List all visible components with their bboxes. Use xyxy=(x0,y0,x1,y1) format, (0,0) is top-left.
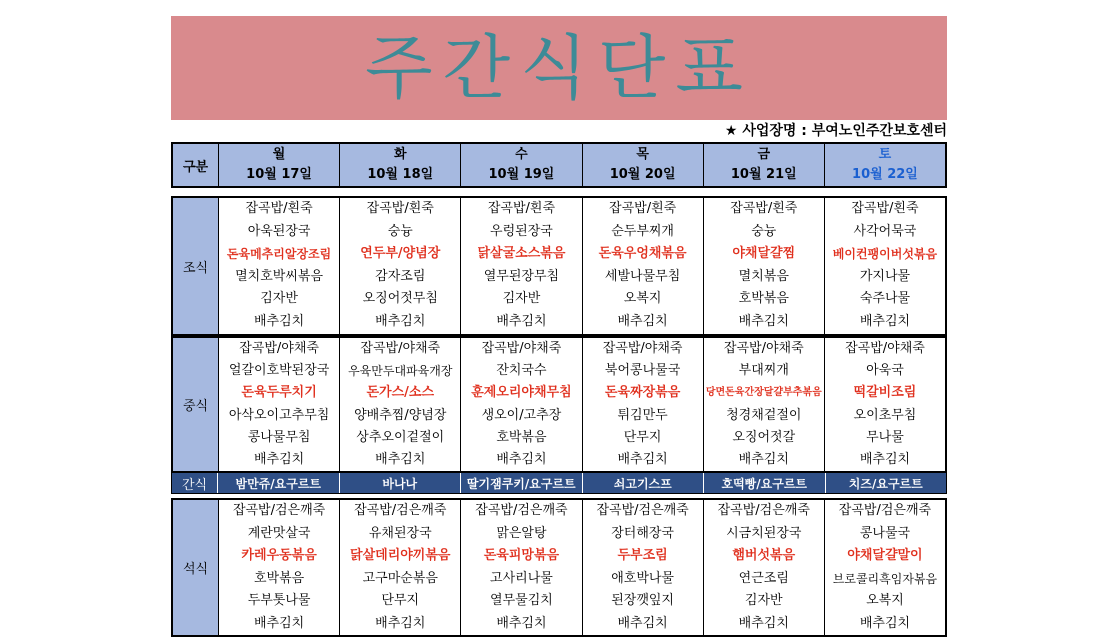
menu-columns xyxy=(219,198,945,334)
menu-item: 얼갈이호박된장국 xyxy=(228,363,330,379)
snack-row xyxy=(171,472,947,494)
main-dish: 당면돈육간장달걀부추볶음 xyxy=(705,387,822,399)
menu-item: 아삭오이고추무침 xyxy=(228,407,330,423)
menu-item: 오징어젓갈 xyxy=(732,429,796,445)
menu-item: 상추오이겉절이 xyxy=(356,429,445,445)
menu-item: 열무물김치 xyxy=(490,593,553,608)
menu-item: 잡곡밥/흰죽 xyxy=(730,201,798,216)
main-dish: 연두부/양념장 xyxy=(360,246,441,262)
day-column xyxy=(340,500,461,635)
main-dish: 돈육우엉채볶음 xyxy=(598,246,687,262)
menu-item: 우렁된장국 xyxy=(490,223,553,239)
menu-item: 멸치볶음 xyxy=(738,268,789,284)
menu-item: 호박볶음 xyxy=(253,570,305,586)
header-label: 구분 xyxy=(173,144,219,186)
menu-columns xyxy=(219,338,945,471)
main-dish: 돈가스/소스 xyxy=(366,385,435,401)
day-column xyxy=(825,198,945,334)
day-column xyxy=(583,500,704,635)
menu-item: 잡곡밥/흰죽 xyxy=(609,201,677,216)
day-date: 10월 19일 xyxy=(488,167,555,182)
snack-item: 딸기잼쿠키/요구르트 xyxy=(461,473,583,493)
menu-item: 세발나물무침 xyxy=(604,268,681,284)
menu-item: 애호박나물 xyxy=(611,570,674,586)
menu-item: 배추김치 xyxy=(253,615,305,631)
menu-item: 잡곡밥/야채죽 xyxy=(723,341,804,356)
menu-item: 무나물 xyxy=(866,429,904,445)
main-dish: 돈육피망볶음 xyxy=(483,548,560,563)
menu-item: 숭늉 xyxy=(387,223,413,239)
day-column xyxy=(219,338,340,471)
day-date: 10월 18일 xyxy=(367,167,434,182)
day-column xyxy=(825,338,945,471)
menu-item: 아욱된장국 xyxy=(247,223,311,239)
day-column xyxy=(704,500,825,635)
menu-item: 북어콩나물국 xyxy=(604,363,681,379)
menu-item: 연근조림 xyxy=(738,570,789,586)
day-name: 금 xyxy=(757,147,771,162)
menu-item: 잡곡밥/흰죽 xyxy=(366,201,434,216)
menu-item: 된장깻잎지 xyxy=(611,593,674,608)
main-dish: 돈육두루치기 xyxy=(241,385,317,401)
menu-item: 김자반 xyxy=(502,291,541,307)
day-column xyxy=(583,338,704,471)
main-dish: 돈육짜장볶음 xyxy=(604,385,681,401)
menu-item: 브로콜리흑임자볶음 xyxy=(832,571,938,586)
day-column xyxy=(704,198,825,334)
menu-item: 오징어젓무침 xyxy=(362,291,438,307)
menu-item: 콩나물국 xyxy=(859,525,911,541)
menu-item: 잡곡밥/검은깨죽 xyxy=(596,503,689,518)
main-dish: 카레우동볶음 xyxy=(241,548,317,563)
menu-item: 숙주나물 xyxy=(859,291,911,307)
menu-columns xyxy=(219,500,945,635)
menu-item: 오이초무침 xyxy=(853,407,917,423)
menu-item: 멸치호박씨볶음 xyxy=(235,268,324,284)
header-day xyxy=(340,144,461,186)
menu-item: 배추김치 xyxy=(617,451,668,467)
day-column xyxy=(219,198,340,334)
menu-item: 잔치국수 xyxy=(496,363,547,379)
header-row xyxy=(171,142,947,188)
day-date: 10월 22일 xyxy=(852,167,918,182)
main-dish: 떡갈비조림 xyxy=(853,385,917,401)
page-title: 주간식단표 xyxy=(364,27,754,109)
menu-item: 장터해장국 xyxy=(611,525,674,541)
menu-item: 순두부찌개 xyxy=(611,223,674,239)
day-name: 목 xyxy=(636,147,649,162)
section-label: 간식 xyxy=(172,473,218,493)
menu-item: 맑은알탕 xyxy=(496,525,547,541)
menu-item: 고구마순볶음 xyxy=(362,570,438,586)
main-dish: 베이컨팽이버섯볶음 xyxy=(832,247,938,262)
day-date: 10월 21일 xyxy=(730,167,797,182)
menu-item: 배추김치 xyxy=(738,615,789,631)
menu-item: 잡곡밥/흰죽 xyxy=(487,201,556,216)
day-column xyxy=(461,198,582,334)
menu-item: 콩나물무침 xyxy=(247,429,311,445)
menu-item: 시금치된장국 xyxy=(726,525,802,541)
day-name: 수 xyxy=(515,147,528,162)
menu-item: 튀김만두 xyxy=(617,407,668,423)
menu-item: 열무된장무침 xyxy=(483,268,560,284)
menu-item: 아욱국 xyxy=(866,363,904,379)
menu-item: 배추김치 xyxy=(253,451,305,467)
menu-item: 배추김치 xyxy=(738,313,789,329)
day-date: 10월 17일 xyxy=(246,167,312,182)
header-day xyxy=(583,144,704,186)
header-day xyxy=(219,144,340,186)
day-column xyxy=(704,338,825,471)
menu-item: 우육만두대파육개장 xyxy=(348,364,453,379)
menu-item: 잡곡밥/야채죽 xyxy=(360,341,441,356)
snack-item: 밤만쥬/요구르트 xyxy=(218,473,340,493)
header-day xyxy=(704,144,825,186)
menu-item: 배추김치 xyxy=(859,313,911,329)
day-column xyxy=(583,198,704,334)
menu-item: 배추김치 xyxy=(617,615,668,631)
breakfast-section xyxy=(171,196,947,336)
menu-item: 김자반 xyxy=(260,291,298,307)
day-column xyxy=(825,500,945,635)
menu-item: 잡곡밥/야채죽 xyxy=(845,341,925,356)
menu-item: 배추김치 xyxy=(375,615,426,631)
menu-item: 가지나물 xyxy=(859,268,911,284)
menu-item: 잡곡밥/야채죽 xyxy=(481,341,562,356)
menu-item: 배추김치 xyxy=(617,313,668,329)
header-day xyxy=(461,144,582,186)
menu-item: 두부톳나물 xyxy=(247,593,311,608)
menu-item: 잡곡밥/검은깨죽 xyxy=(354,503,447,518)
day-date: 10월 20일 xyxy=(609,167,676,182)
menu-item: 호박볶음 xyxy=(496,429,547,445)
menu-item: 오복지 xyxy=(623,291,662,307)
menu-item: 배추김치 xyxy=(496,451,547,467)
main-dish: 야채달걀말이 xyxy=(847,548,923,563)
menu-item: 배추김치 xyxy=(859,615,911,631)
menu-item: 청경채겉절이 xyxy=(726,407,802,423)
menu-item: 잡곡밥/흰죽 xyxy=(245,201,313,216)
menu-item: 고사리나물 xyxy=(490,570,553,586)
menu-item: 단무지 xyxy=(623,429,662,445)
menu-item: 배추김치 xyxy=(375,313,426,329)
menu-item: 김자반 xyxy=(744,593,783,608)
menu-item: 숭늉 xyxy=(751,223,777,239)
menu-item: 생오이/고추장 xyxy=(481,407,562,423)
snack-item: 치즈/요구르트 xyxy=(848,476,923,491)
main-dish: 닭살데리야끼볶음 xyxy=(350,548,451,563)
snack-item: 호떡빵/요구르트 xyxy=(704,473,826,493)
snack-item: 쇠고기스프 xyxy=(583,473,705,493)
day-column xyxy=(461,500,582,635)
main-dish: 돈육메추리알장조림 xyxy=(226,247,332,262)
section-label: 중식 xyxy=(173,338,219,471)
menu-item: 배추김치 xyxy=(859,451,911,467)
menu-item: 배추김치 xyxy=(496,313,547,329)
menu-item: 배추김치 xyxy=(738,451,789,467)
menu-item: 잡곡밥/검은깨죽 xyxy=(232,503,326,518)
day-name: 화 xyxy=(393,147,407,162)
section-label: 석식 xyxy=(173,500,219,635)
menu-item: 배추김치 xyxy=(496,615,547,631)
main-dish: 야채달걀찜 xyxy=(732,246,796,262)
day-name: 월 xyxy=(272,147,286,162)
day-column xyxy=(219,500,340,635)
day-column xyxy=(461,338,582,471)
main-dish: 닭살굴소스볶음 xyxy=(477,246,566,262)
menu-item: 잡곡밥/검은깨죽 xyxy=(475,503,568,518)
menu-item: 배추김치 xyxy=(375,451,426,467)
facility-name: ★ 사업장명 : 부여노인주간보호센터 xyxy=(724,123,947,139)
menu-item: 배추김치 xyxy=(253,313,305,329)
menu-item: 단무지 xyxy=(381,593,420,608)
menu-item: 부대찌개 xyxy=(738,363,789,379)
menu-item: 오복지 xyxy=(866,593,904,608)
menu-item: 사각어묵국 xyxy=(853,223,917,239)
header-day-saturday xyxy=(825,144,945,186)
menu-item: 호박볶음 xyxy=(738,291,789,307)
menu-item: 잡곡밥/야채죽 xyxy=(602,341,683,356)
title-banner xyxy=(171,16,947,120)
main-dish: 햄버섯볶음 xyxy=(732,548,796,563)
day-column xyxy=(340,198,461,334)
dinner-section xyxy=(171,498,947,637)
day-column xyxy=(340,338,461,471)
section-label: 조식 xyxy=(173,198,219,334)
menu-item: 잡곡밥/야채죽 xyxy=(239,341,319,356)
main-dish: 두부조림 xyxy=(617,548,668,563)
snack-item: 바나나 xyxy=(340,473,462,493)
lunch-section xyxy=(171,336,947,473)
menu-item: 양배추찜/양념장 xyxy=(354,407,447,423)
main-dish: 훈제오리야채무침 xyxy=(471,385,572,401)
menu-item: 잡곡밥/검은깨죽 xyxy=(717,503,810,518)
menu-item: 잡곡밥/흰죽 xyxy=(851,201,919,216)
menu-item: 감자조림 xyxy=(375,268,426,284)
day-name: 토 xyxy=(878,147,892,162)
menu-item: 잡곡밥/검은깨죽 xyxy=(838,503,932,518)
menu-item: 계란맛살국 xyxy=(247,525,311,541)
menu-item: 유채된장국 xyxy=(368,525,432,541)
